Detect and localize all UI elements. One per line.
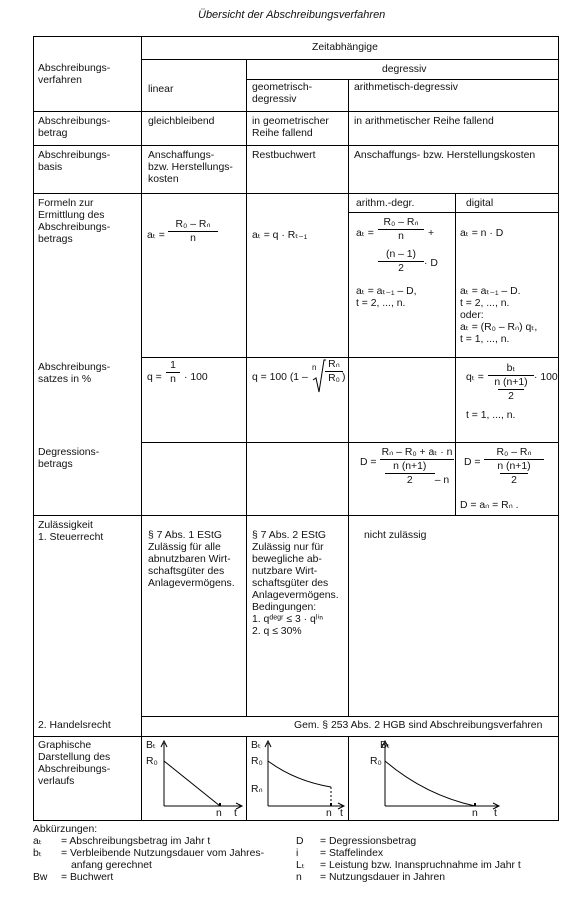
formel-arith-frac2: (n – 1) 2 (378, 249, 424, 274)
handelsrecht-text: Gem. § 253 Abs. 2 HGB sind Abschreibungsverfahren (294, 720, 543, 731)
degr-digital-fraction: R₀ – Rₙ n (n+1) 2 (484, 446, 544, 486)
satz-linear-fraction: 1 n (166, 360, 180, 385)
g2-t: t (340, 808, 343, 819)
row-label-formeln: Formeln zur Ermittlung des Abschreibungs- betrags (38, 198, 111, 245)
header-zeitabhaengige: Zeitabhängige (312, 42, 378, 53)
betrag-geometrisch: in geometrischer Reihe fallend (252, 116, 329, 139)
formel-arith-tail: · D (424, 258, 438, 269)
basis-arithmetisch: Anschaffungs- bzw. Herstellungskosten (354, 150, 536, 161)
formel-linear-fraction: R₀ – Rₙ n (168, 218, 218, 244)
g1-t: t (234, 808, 237, 819)
header-verfahren: Abschreibungs- verfahren (38, 63, 111, 86)
page-title: Übersicht der Abschreibungsverfahren (198, 9, 386, 21)
g1-n: n (216, 808, 222, 819)
formel-linear-lhs: aₜ = (147, 230, 165, 241)
formel-arith-line2: t = 2, ..., n. (356, 298, 406, 309)
header-linear: linear (148, 84, 174, 95)
basis-geometrisch: Restbuchwert (252, 150, 316, 161)
graph-geometrisch (247, 737, 348, 820)
root-sign-icon (312, 358, 326, 396)
g3-n: n (472, 808, 478, 819)
formel-arith-lhs: aₜ = (356, 228, 374, 239)
subheader-digital: digital (466, 198, 494, 209)
graph-linear (142, 737, 246, 820)
g2-r0: R₀ (251, 756, 263, 767)
zul-geometrisch: § 7 Abs. 2 EStG Zulässig nur für bewegliche ab- nutzbare Wirt- schaftsgüter des Anlagevermögens. Bedingungen: 1. qᵈᵉᵍʳ ≤ 3 · qˡⁱⁿ 2. q ≤ 30% (252, 530, 339, 637)
header-geometrisch: geometrisch- degressiv (252, 82, 313, 105)
handelsrecht-label: 2. Handelsrecht (38, 720, 111, 731)
degr-digital-lhs: D = (464, 457, 481, 468)
formel-geometrisch: aₜ = q · Rₜ₋₁ (252, 230, 308, 241)
abk-right: D = Degressionsbetrag i = Staffelindex Lₜ = Leistung bzw. Inanspruchnahme im Jahr t n = Nutzungsdauer in Jahren (296, 836, 521, 883)
zul-linear: § 7 Abs. 1 EStG Zulässig für alle abnutzbaren Wirt- schaftsgüter des Anlagevermögens. (148, 530, 235, 589)
header-degressiv: degressiv (382, 64, 427, 75)
formel-digital-block: aₜ = aₜ₋₁ – D. t = 2, ..., n. oder: aₜ = (R₀ – Rₙ) qₜ, t = 1, ..., n. (460, 286, 538, 345)
basis-linear: Anschaffungs- bzw. Herstellungs- kosten (148, 150, 233, 185)
satz-digital-fraction: bₜ n (n+1) 2 (488, 362, 534, 402)
zul-arith: nicht zulässig (364, 530, 427, 541)
satz-digital-line: t = 1, ..., n. (466, 410, 516, 421)
row-label-basis: Abschreibungs- basis (38, 150, 111, 173)
g3-y: Bₜ (380, 740, 390, 751)
satz-linear-lhs: q = (147, 372, 162, 383)
satz-geo-lhs: q = 100 (1 – (252, 372, 308, 383)
degr-digital-line: D = aₙ = Rₙ . (460, 500, 519, 511)
g3-r0: R₀ (370, 756, 382, 767)
row-label-zulaessigkeit: Zulässigkeit 1. Steuerrecht (38, 520, 104, 543)
formel-arith-frac1: R₀ – Rₙ n (378, 216, 424, 242)
row-label-betrag: Abschreibungs- betrag (38, 116, 111, 139)
satz-linear-tail: · 100 (184, 372, 208, 383)
formel-arith-line1: aₜ = aₜ₋₁ – D, (356, 286, 417, 297)
g2-n: n (326, 808, 332, 819)
row-label-saetze: Abschreibungs- satzes in % (38, 362, 111, 385)
row-label-degression: Degressions- betrags (38, 447, 100, 470)
satz-geo-root-index: n (312, 363, 317, 372)
abk-left: aₜ = Abschreibungsbetrag im Jahr t bₜ = Verbleibende Nutzungsdauer vom Jahres- anfang gerechnet Bw = Buchwert (33, 836, 265, 883)
satz-geo-fraction: Rₙ R₀ (325, 358, 343, 384)
degr-arith-fraction: Rₙ – R₀ + aₜ · n $\frac{n (n+1)}{2}$ – n (381, 447, 453, 486)
degr-arith-lhs: D = (360, 457, 377, 468)
formel-digital-1: aₜ = n · D (460, 228, 504, 239)
satz-geo-tail: ) (342, 372, 346, 383)
g3-t: t (494, 808, 497, 819)
row-label-graph: Graphische Darstellung des Abschreibungs- verlaufs (38, 740, 111, 787)
formel-arith-plus: + (428, 228, 435, 239)
subheader-arith: arithm.-degr. (356, 198, 415, 209)
abk-title: Abkürzungen: (33, 824, 98, 835)
g2-y: Bₜ (251, 740, 261, 751)
g1-r0: R₀ (146, 756, 158, 767)
satz-digital-tail: · 100 (534, 372, 558, 383)
satz-digital-lhs: qₜ = (466, 372, 484, 383)
betrag-linear: gleichbleibend (148, 116, 215, 127)
g2-rn: Rₙ (251, 784, 263, 795)
header-arithmetisch: arithmetisch-degressiv (354, 82, 458, 93)
g1-y: Bₜ (146, 740, 156, 751)
betrag-arithmetisch: in arithmetischer Reihe fallend (354, 116, 494, 127)
